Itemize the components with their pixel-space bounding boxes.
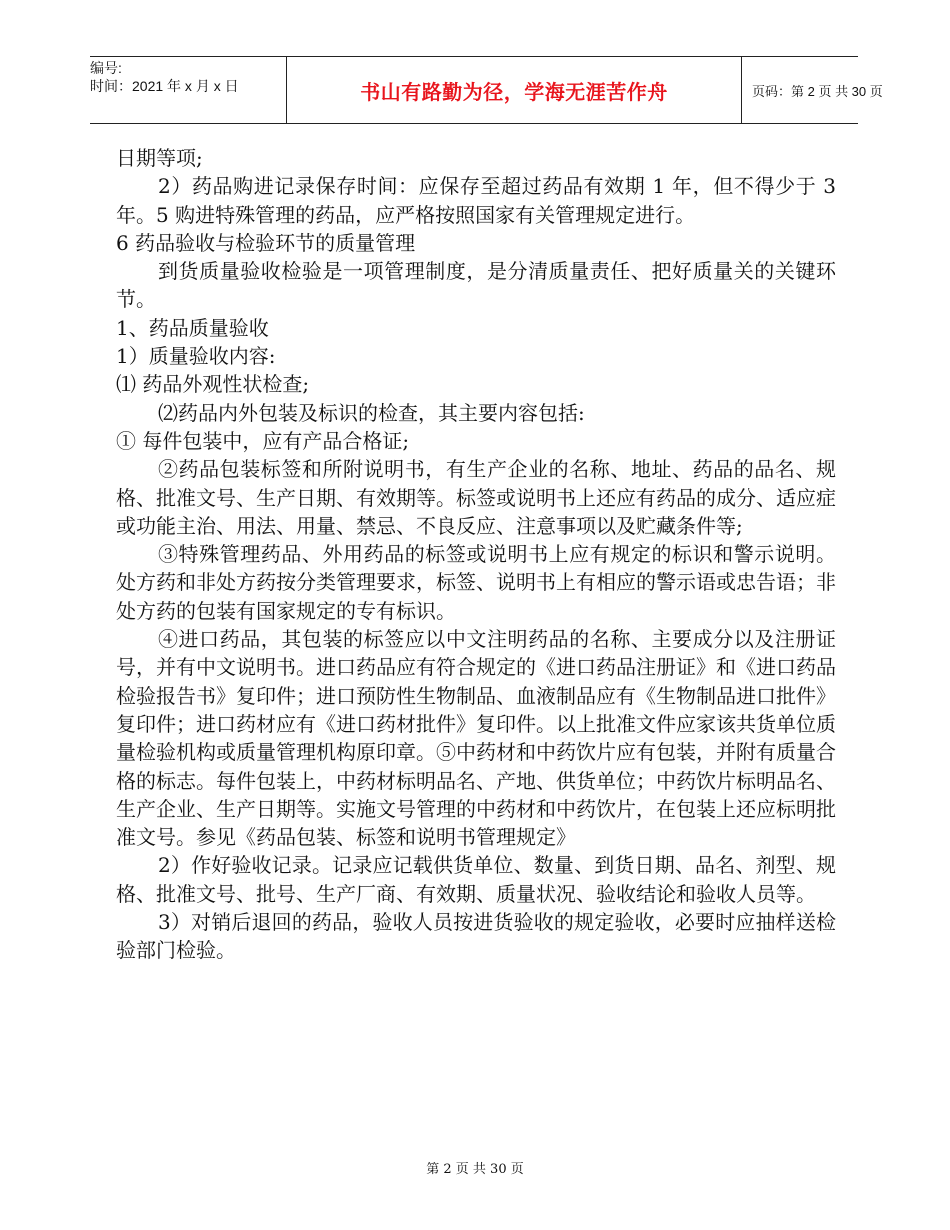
document-number-label: 编号: [90,60,122,76]
subsection-heading: 1、药品质量验收 [116,315,269,340]
list-item: ⑵药品内外包装及标识的检查，其主要内容包括: [158,400,585,425]
list-item: ⑴ 药品外观性状检查; [116,372,310,397]
header-page-number: 页码：第 2 页 共 30 页 [752,83,883,99]
document-time-label: 时间：2021 年 x 月 x 日 [90,78,239,94]
document-body [116,144,836,965]
header-motto-cell [286,57,742,123]
header-motto: 书山有路勤为径，学海无涯苦作舟 [360,79,668,104]
page-footer: 第 2 页 共 30 页 [426,1162,524,1177]
page-header [90,56,883,124]
paragraph: 2）药品购进记录保存时间：应保存至超过药品有效期 1 年，但不得少于 3 年。5 购进特殊管理的药品，应严格按照国家有关管理规定进行。 [116,174,836,227]
section-heading: 6 药品验收与检验环节的质量管理 [116,230,416,255]
paragraph: 1）质量验收内容: [116,344,276,369]
list-item: ① 每件包装中，应有产品合格证; [116,428,410,453]
list-item: ②药品包装标签和所附说明书，有生产企业的名称、地址、药品的品名、规格、批准文号、生产日期、有效期等。标签或说明书上还应有药品的成分、适应症或功能主治、用法、用量、禁忌、不良反应、注意事项以及贮藏条件等; [116,457,836,538]
paragraph: 到货质量验收检验是一项管理制度，是分清质量责任、把好质量关的关键环节。 [116,259,836,312]
paragraph: 3）对销后退回的药品，验收人员按进货验收的规定验收，必要时应抽样送检验部门检验。 [116,910,836,963]
header-meta [90,57,286,125]
list-item: ③特殊管理药品、外用药品的标签或说明书上应有规定的标识和警示说明。处方药和非处方药按分类管理要求，标签、说明书上有相应的警示语或忠告语；非处方药的包装有国家规定的专有标识。 [116,542,836,623]
paragraph: 2）作好验收记录。记录应记载供货单位、数量、到货日期、品名、剂型、规格、批准文号、批号、生产厂商、有效期、质量状况、验收结论和验收人员等。 [116,853,836,906]
paragraph: 日期等项; [116,146,203,170]
list-item: ④进口药品，其包装的标签应以中文注明药品的名称、主要成分以及注册证号，并有中文说明书。进口药品应有符合规定的《进口药品注册证》和《进口药品检验报告书》复印件；进口预防性生物制品、血液制品应有《生物制品进口批件》复印件；进口药材应有《进口药材批件》复印件。以上批准文件应家该共货单位质量检验机构或质量管理机构原印章。⑤中药材和中药饮片应有包装，并附有质量合格的标志。每件包装上，中药材标明品名、产地、供货单位；中药饮片标明品名、生产企业、生产日期等。实施文号管理的中药材和中药饮片，在包装上还应标明批准文号。参见《药品包装、标签和说明书管理规定》 [116,627,836,850]
